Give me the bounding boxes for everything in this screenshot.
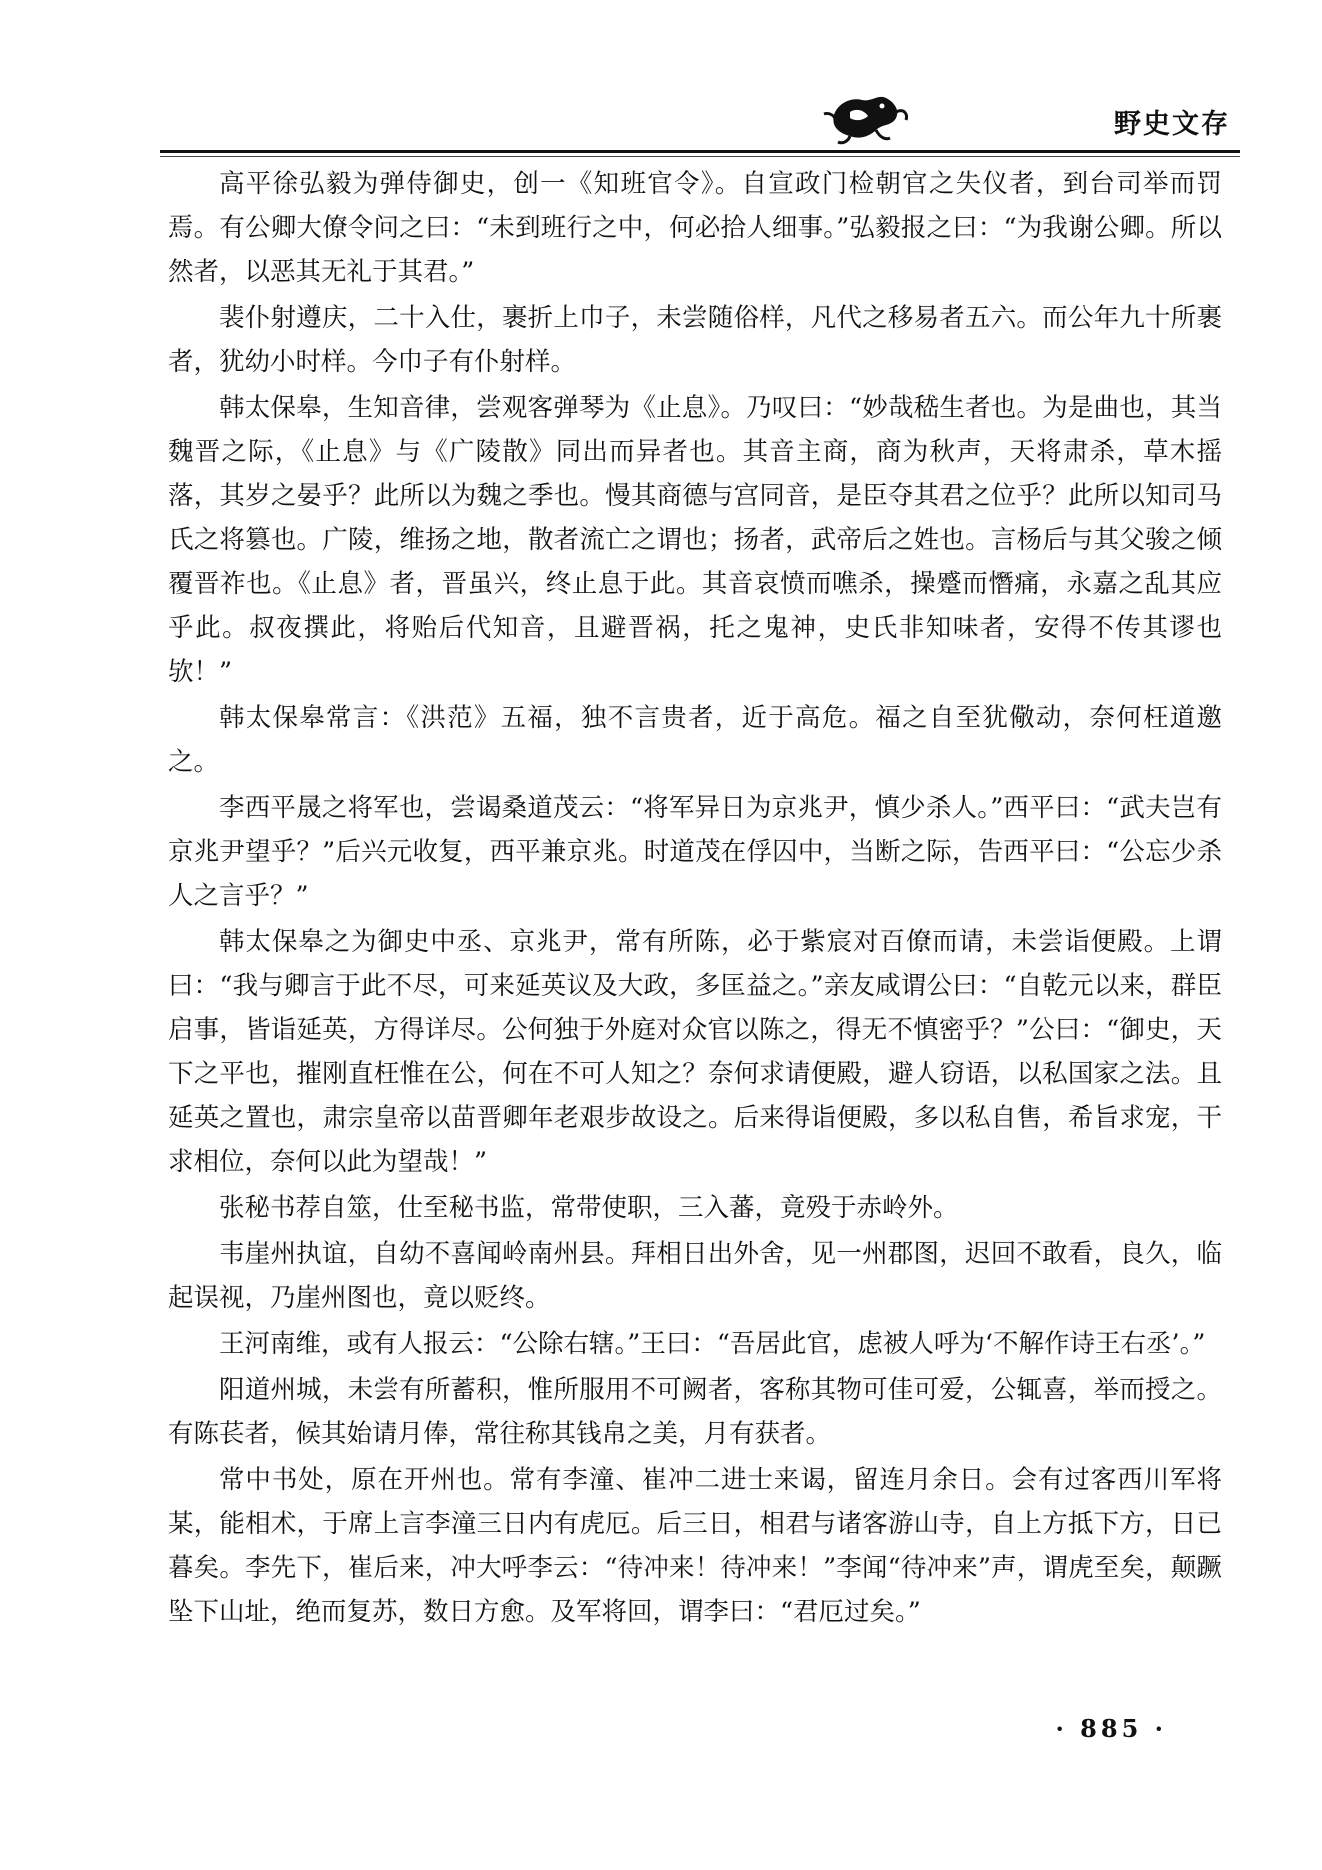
dragon-emblem-icon: [820, 88, 910, 148]
paragraph: 王河南维，或有人报云：“公除右辖。”王曰：“吾居此官，虑被人呼为‘不解作诗王右丞’。”: [219, 1329, 1206, 1359]
paragraph: 韦崖州执谊，自幼不喜闻岭南州县。拜相日出外舍，见一州郡图，迟回不敢看，良久，临起误视，乃崖州图也，竟以贬终。: [168, 1239, 1222, 1313]
running-header: [820, 88, 1230, 154]
header-rule: [160, 150, 1240, 153]
paragraph: 韩太保皋常言：《洪范》五福，独不言贵者，近于高危。福之自至犹儆动，奈何枉道邀之。: [168, 703, 1222, 777]
paragraph: 裴仆射遵庆，二十入仕，裹折上巾子，未尝随俗样，凡代之移易者五六。而公年九十所裹者，犹幼小时样。今巾子有仆射样。: [168, 303, 1222, 377]
page-number: · 885 ·: [1055, 1714, 1167, 1743]
header-rule-thin: [160, 156, 1240, 157]
paragraph: 阳道州城，未尝有所蓄积，惟所服用不可阙者，客称其物可佳可爱，公辄喜，举而授之。有陈苌者，候其始请月俸，常往称其钱帛之美，月有获者。: [168, 1375, 1222, 1449]
body-text: [168, 162, 1222, 1636]
paragraph: 李西平晟之将军也，尝谒桑道茂云：“将军异日为京兆尹，慎少杀人。”西平曰：“武夫岂有京兆尹望乎？”后兴元收复，西平兼京兆。时道茂在俘囚中，当断之际，告西平曰：“公忘少杀人之言乎？”: [168, 793, 1222, 911]
book-title: 野史文存: [1114, 109, 1230, 140]
paragraph: 常中书处，原在开州也。常有李潼、崔冲二进士来谒，留连月余日。会有过客西川军将某，能相术，于席上言李潼三日内有虎厄。后三日，相君与诸客游山寺，自上方抵下方，日已暮矣。李先下，崔后来，冲大呼李云：“待冲来！待冲来！”李闻“待冲来”声，谓虎至矣，颠蹶坠下山址，绝而复苏，数日方愈。及军将回，谓李曰：“君厄过矣。”: [168, 1465, 1222, 1627]
paragraph: 高平徐弘毅为弹侍御史，创一《知班官令》。自宣政门检朝官之失仪者，到台司举而罚焉。有公卿大僚令问之曰：“未到班行之中，何必拾人细事。”弘毅报之曰：“为我谢公卿。所以然者，以恶其无礼于其君。”: [168, 169, 1222, 287]
paragraph: 韩太保皋，生知音律，尝观客弹琴为《止息》。乃叹曰：“妙哉嵇生者也。为是曲也，其当魏晋之际，《止息》与《广陵散》同出而异者也。其音主商，商为秋声，天将肃杀，草木摇落，其岁之晏乎？此所以为魏之季也。慢其商德与宫同音，是臣夺其君之位乎？此所以知司马氏之将篡也。广陵，维扬之地，散者流亡之谓也；扬者，武帝后之姓也。言杨后与其父骏之倾覆晋祚也。《止息》者，晋虽兴，终止息于此。其音哀愤而噍杀，操蹙而憯痛，永嘉之乱其应乎此。叔夜撰此，将贻后代知音，且避晋祸，托之鬼神，史氏非知味者，安得不传其谬也欤！”: [168, 393, 1222, 687]
paragraph: 张秘书荐自筮，仕至秘书监，常带使职，三入蕃，竟殁于赤岭外。: [219, 1193, 959, 1223]
paragraph: 韩太保皋之为御史中丞、京兆尹，常有所陈，必于紫宸对百僚而请，未尝诣便殿。上谓曰：“我与卿言于此不尽，可来延英议及大政，多匡益之。”亲友咸谓公曰：“自乾元以来，群臣启事，皆诣延英，方得详尽。公何独于外庭对众官以陈之，得无不慎密乎？”公曰：“御史，天下之平也，摧刚直枉惟在公，何在不可人知之？奈何求请便殿，避人窃语，以私国家之法。且延英之置也，肃宗皇帝以苗晋卿年老艰步故设之。后来得诣便殿，多以私自售，希旨求宠，干求相位，奈何以此为望哉！”: [168, 927, 1222, 1177]
